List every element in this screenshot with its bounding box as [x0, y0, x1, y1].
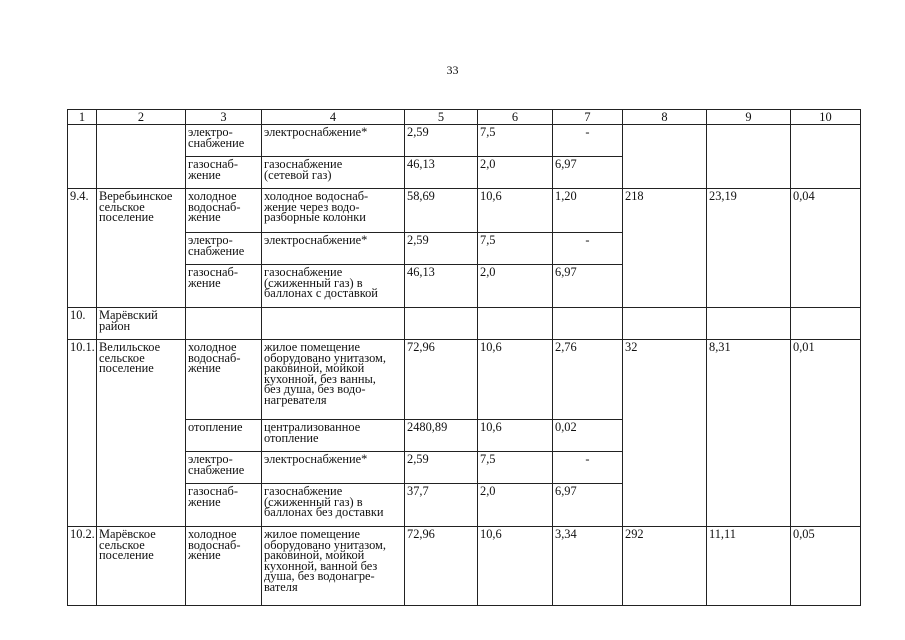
value-cell: 2,0 [478, 157, 553, 189]
description-cell: электроснабжение* [262, 452, 405, 484]
table-row [68, 189, 861, 233]
service-cell: холодное водоснаб- жение [186, 189, 262, 233]
value-cell: 11,11 [707, 527, 791, 606]
value-cell: 2,59 [405, 452, 478, 484]
description-cell [262, 308, 405, 340]
value-cell: 0,02 [553, 420, 623, 452]
value-cell: 1,20 [553, 189, 623, 233]
value-cell: 58,69 [405, 189, 478, 233]
value-cell: - [553, 125, 623, 157]
value-cell: 7,5 [478, 233, 553, 265]
service-cell: электро- снабжение [186, 452, 262, 484]
value-cell: 10,6 [478, 420, 553, 452]
service-cell: газоснаб- жение [186, 484, 262, 527]
value-cell: 72,96 [405, 340, 478, 420]
service-cell: газоснаб- жение [186, 265, 262, 308]
service-cell: электро- снабжение [186, 125, 262, 157]
value-cell: 8,31 [707, 340, 791, 527]
row-number-cell: 9.4. [68, 189, 97, 308]
col-num-7: 7 [553, 110, 623, 125]
value-cell [553, 308, 623, 340]
description-cell: электроснабжение* [262, 125, 405, 157]
value-cell: - [553, 233, 623, 265]
value-cell: 7,5 [478, 452, 553, 484]
service-cell: холодное водоснаб- жение [186, 340, 262, 420]
description-cell: электроснабжение* [262, 233, 405, 265]
col-num-4: 4 [262, 110, 405, 125]
value-cell: 218 [623, 189, 707, 308]
value-cell: 72,96 [405, 527, 478, 606]
col-num-9: 9 [707, 110, 791, 125]
value-cell [405, 308, 478, 340]
value-cell [791, 125, 861, 189]
column-number-row [68, 110, 861, 125]
value-cell: 0,01 [791, 340, 861, 527]
service-cell [186, 308, 262, 340]
col-num-6: 6 [478, 110, 553, 125]
row-number-cell: 10.1. [68, 340, 97, 527]
table-row [68, 340, 861, 420]
settlement-cell: Марёвский район [97, 308, 186, 340]
value-cell: 7,5 [478, 125, 553, 157]
value-cell [623, 125, 707, 189]
settlement-cell: Велильское сельское поселение [97, 340, 186, 527]
value-cell: 0,05 [791, 527, 861, 606]
service-cell: газоснаб- жение [186, 157, 262, 189]
value-cell: 2480,89 [405, 420, 478, 452]
value-cell: 2,76 [553, 340, 623, 420]
row-number-cell [68, 125, 97, 189]
value-cell: 0,04 [791, 189, 861, 308]
row-number-cell: 10. [68, 308, 97, 340]
table-row [68, 125, 861, 157]
col-num-8: 8 [623, 110, 707, 125]
value-cell: 2,0 [478, 265, 553, 308]
service-cell: отопление [186, 420, 262, 452]
value-cell: 2,0 [478, 484, 553, 527]
value-cell [707, 308, 791, 340]
value-cell [707, 125, 791, 189]
description-cell: газоснабжение (сжиженный газ) в баллонах без доставки [262, 484, 405, 527]
value-cell: 46,13 [405, 157, 478, 189]
value-cell: 6,97 [553, 265, 623, 308]
value-cell: 10,6 [478, 340, 553, 420]
row-number-cell: 10.2. [68, 527, 97, 606]
service-cell: холодное водоснаб- жение [186, 527, 262, 606]
table-row [68, 308, 861, 340]
value-cell: 292 [623, 527, 707, 606]
value-cell [623, 308, 707, 340]
value-cell [791, 308, 861, 340]
table-row [68, 527, 861, 606]
col-num-10: 10 [791, 110, 861, 125]
value-cell: 23,19 [707, 189, 791, 308]
tariff-table [67, 109, 861, 606]
description-cell: холодное водоснаб- жение через водо- разборные колонки [262, 189, 405, 233]
settlement-cell: Веребьинское сельское поселение [97, 189, 186, 308]
description-cell: газоснабжение (сетевой газ) [262, 157, 405, 189]
settlement-cell [97, 125, 186, 189]
value-cell: 3,34 [553, 527, 623, 606]
col-num-5: 5 [405, 110, 478, 125]
description-cell: централизованное отопление [262, 420, 405, 452]
value-cell: - [553, 452, 623, 484]
description-cell: жилое помещение оборудовано унитазом, раковиной, мойкой кухонной, ванной без душа, без водонагре- вателя [262, 527, 405, 606]
value-cell: 37,7 [405, 484, 478, 527]
value-cell: 6,97 [553, 484, 623, 527]
description-cell: жилое помещение оборудовано унитазом, раковиной, мойкой кухонной, без ванны, без душа, без водо- нагревателя [262, 340, 405, 420]
service-cell: электро- снабжение [186, 233, 262, 265]
settlement-cell: Марёвское сельское поселение [97, 527, 186, 606]
page-number: 33 [446, 63, 459, 77]
value-cell: 10,6 [478, 189, 553, 233]
value-cell: 46,13 [405, 265, 478, 308]
value-cell: 2,59 [405, 125, 478, 157]
value-cell: 32 [623, 340, 707, 527]
col-num-2: 2 [97, 110, 186, 125]
value-cell [478, 308, 553, 340]
value-cell: 2,59 [405, 233, 478, 265]
col-num-3: 3 [186, 110, 262, 125]
col-num-1: 1 [68, 110, 97, 125]
value-cell: 10,6 [478, 527, 553, 606]
value-cell: 6,97 [553, 157, 623, 189]
description-cell: газоснабжение (сжиженный газ) в баллонах с доставкой [262, 265, 405, 308]
